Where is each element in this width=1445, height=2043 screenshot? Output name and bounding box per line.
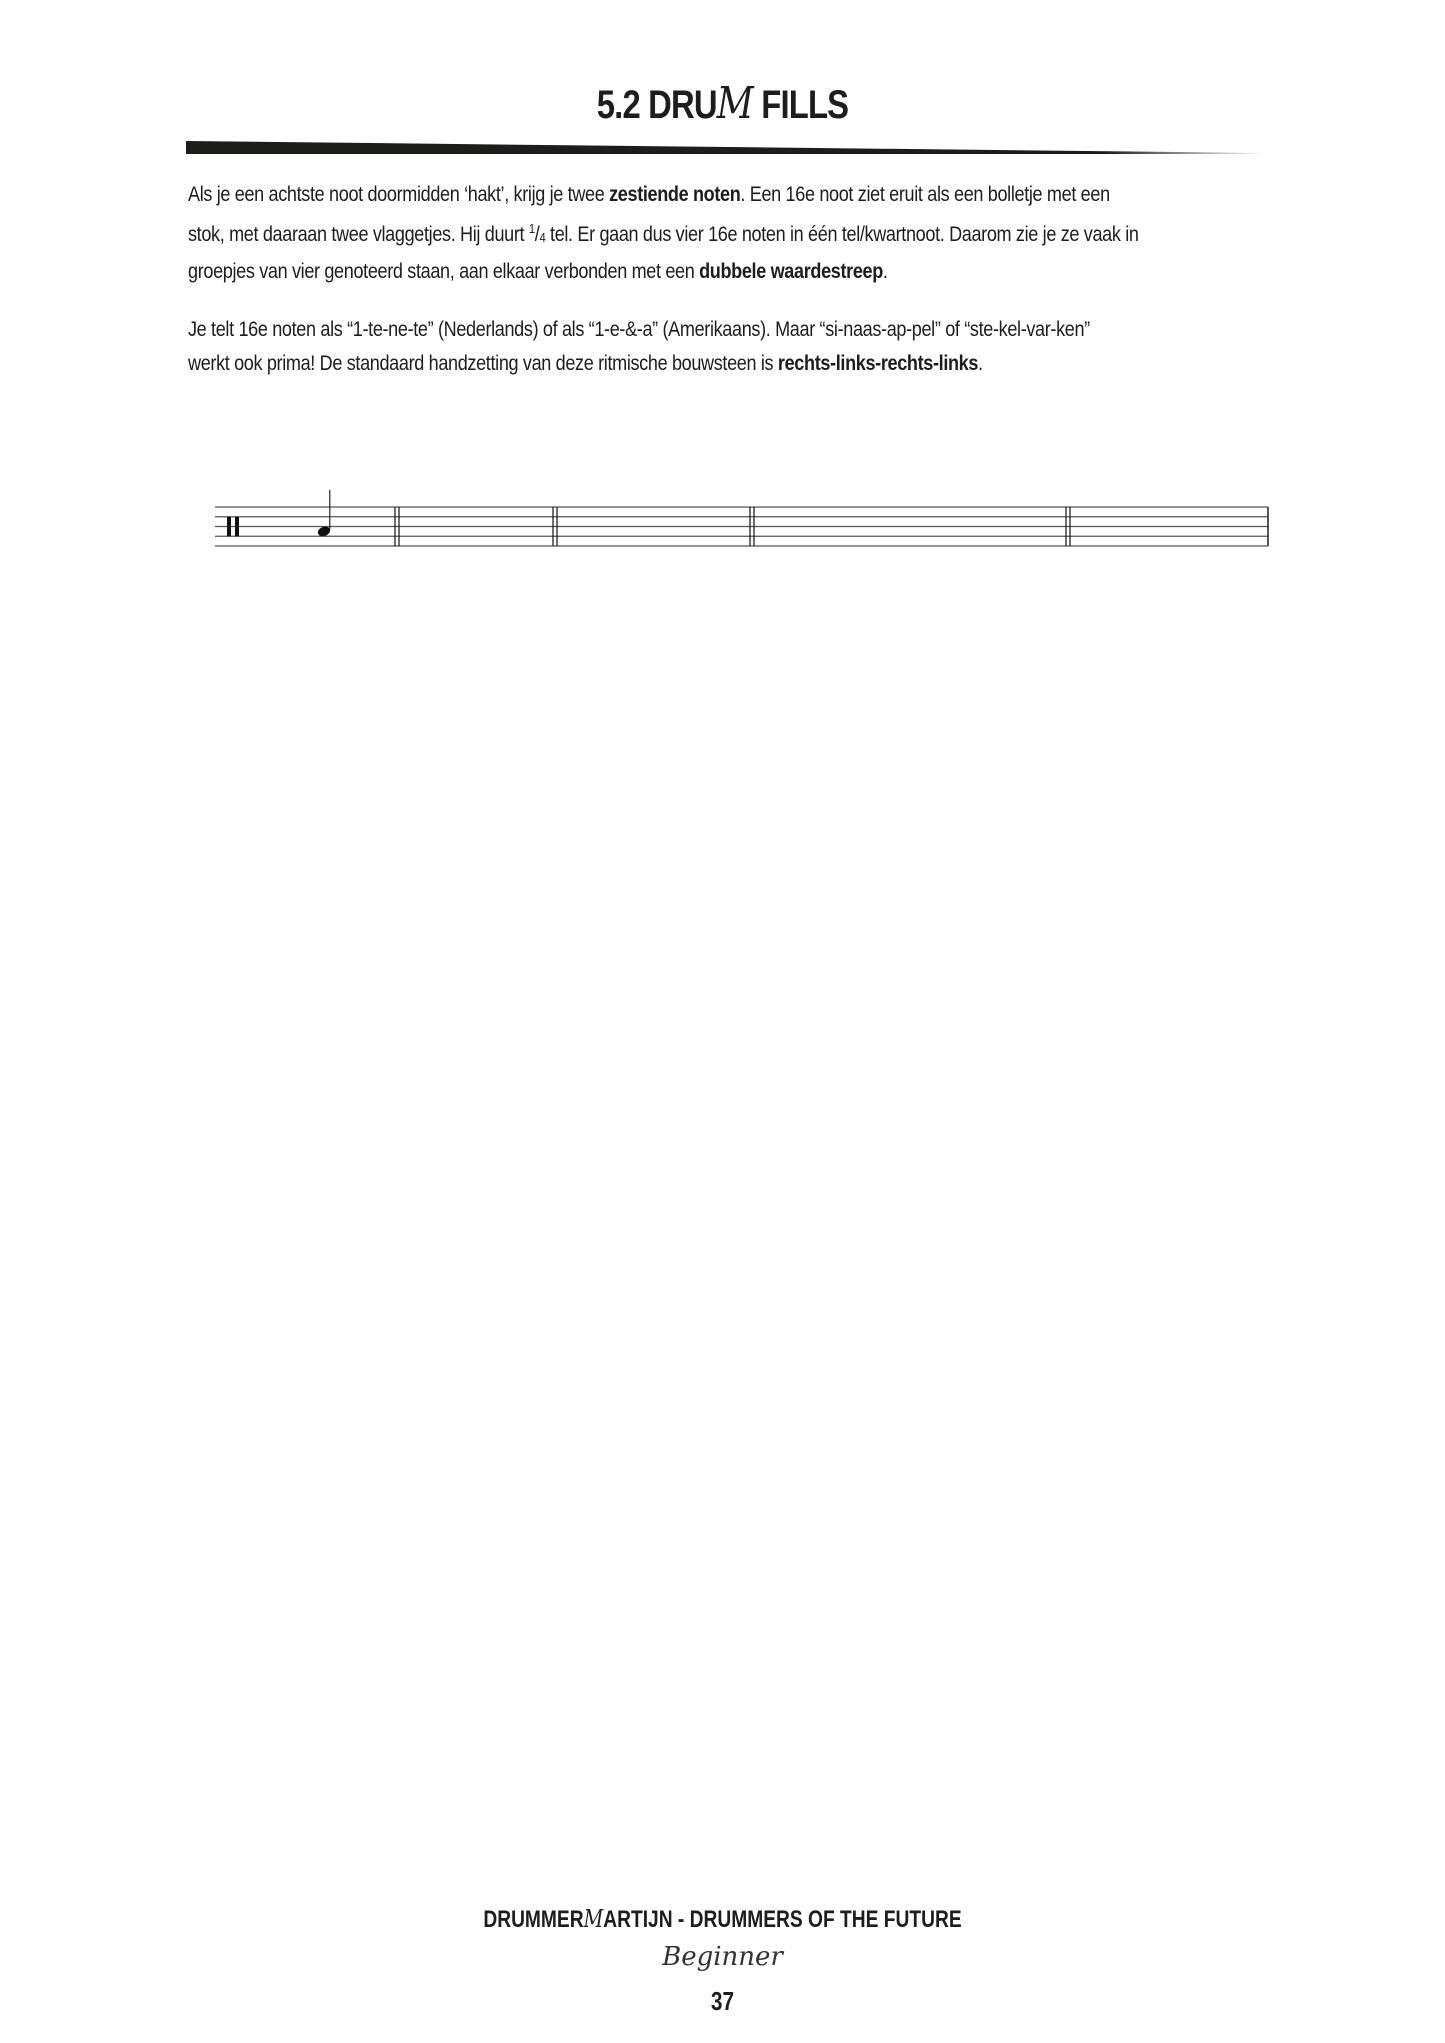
title-script-m: M bbox=[716, 78, 753, 129]
intro-paragraph-1: Als je een achtste noot doormidden ‘hakt’, krijg je twee zestiende noten. Een 16e noot ziet eruit als een bolletje met een stok, met daaraan twee vlaggetjes. Hij duurt $^1/_4$ tel. Er gaan dus vier 16e noten in één tel/kwartnoot. Daarom zie je ze vaak in groepjes van vier genoteerd staan, aan elkaar verbonden met een dubbele waardestreep. bbox=[188, 183, 1139, 283]
footer-level: Beginner bbox=[662, 1942, 783, 1972]
intro-paragraph-2: Je telt 16e noten als “1-te-ne-te” (Nederlands) of als “1-e-&-a” (Amerikaans). Maar “si-naas-ap-pel” of “ste-kel-var-ken” werkt ook prima! De standaard handzetting van deze ritmische bouwsteen is rechts-links-rechts-links. bbox=[188, 318, 1090, 375]
intro-staff bbox=[215, 490, 1268, 546]
footer-brand: DRUMMERMARTIJN - DRUMMERS OF THE FUTURE bbox=[483, 1905, 962, 1933]
page-number: 37 bbox=[710, 1986, 735, 2016]
page-title: 5.2 DRUM FILLS bbox=[596, 78, 849, 129]
